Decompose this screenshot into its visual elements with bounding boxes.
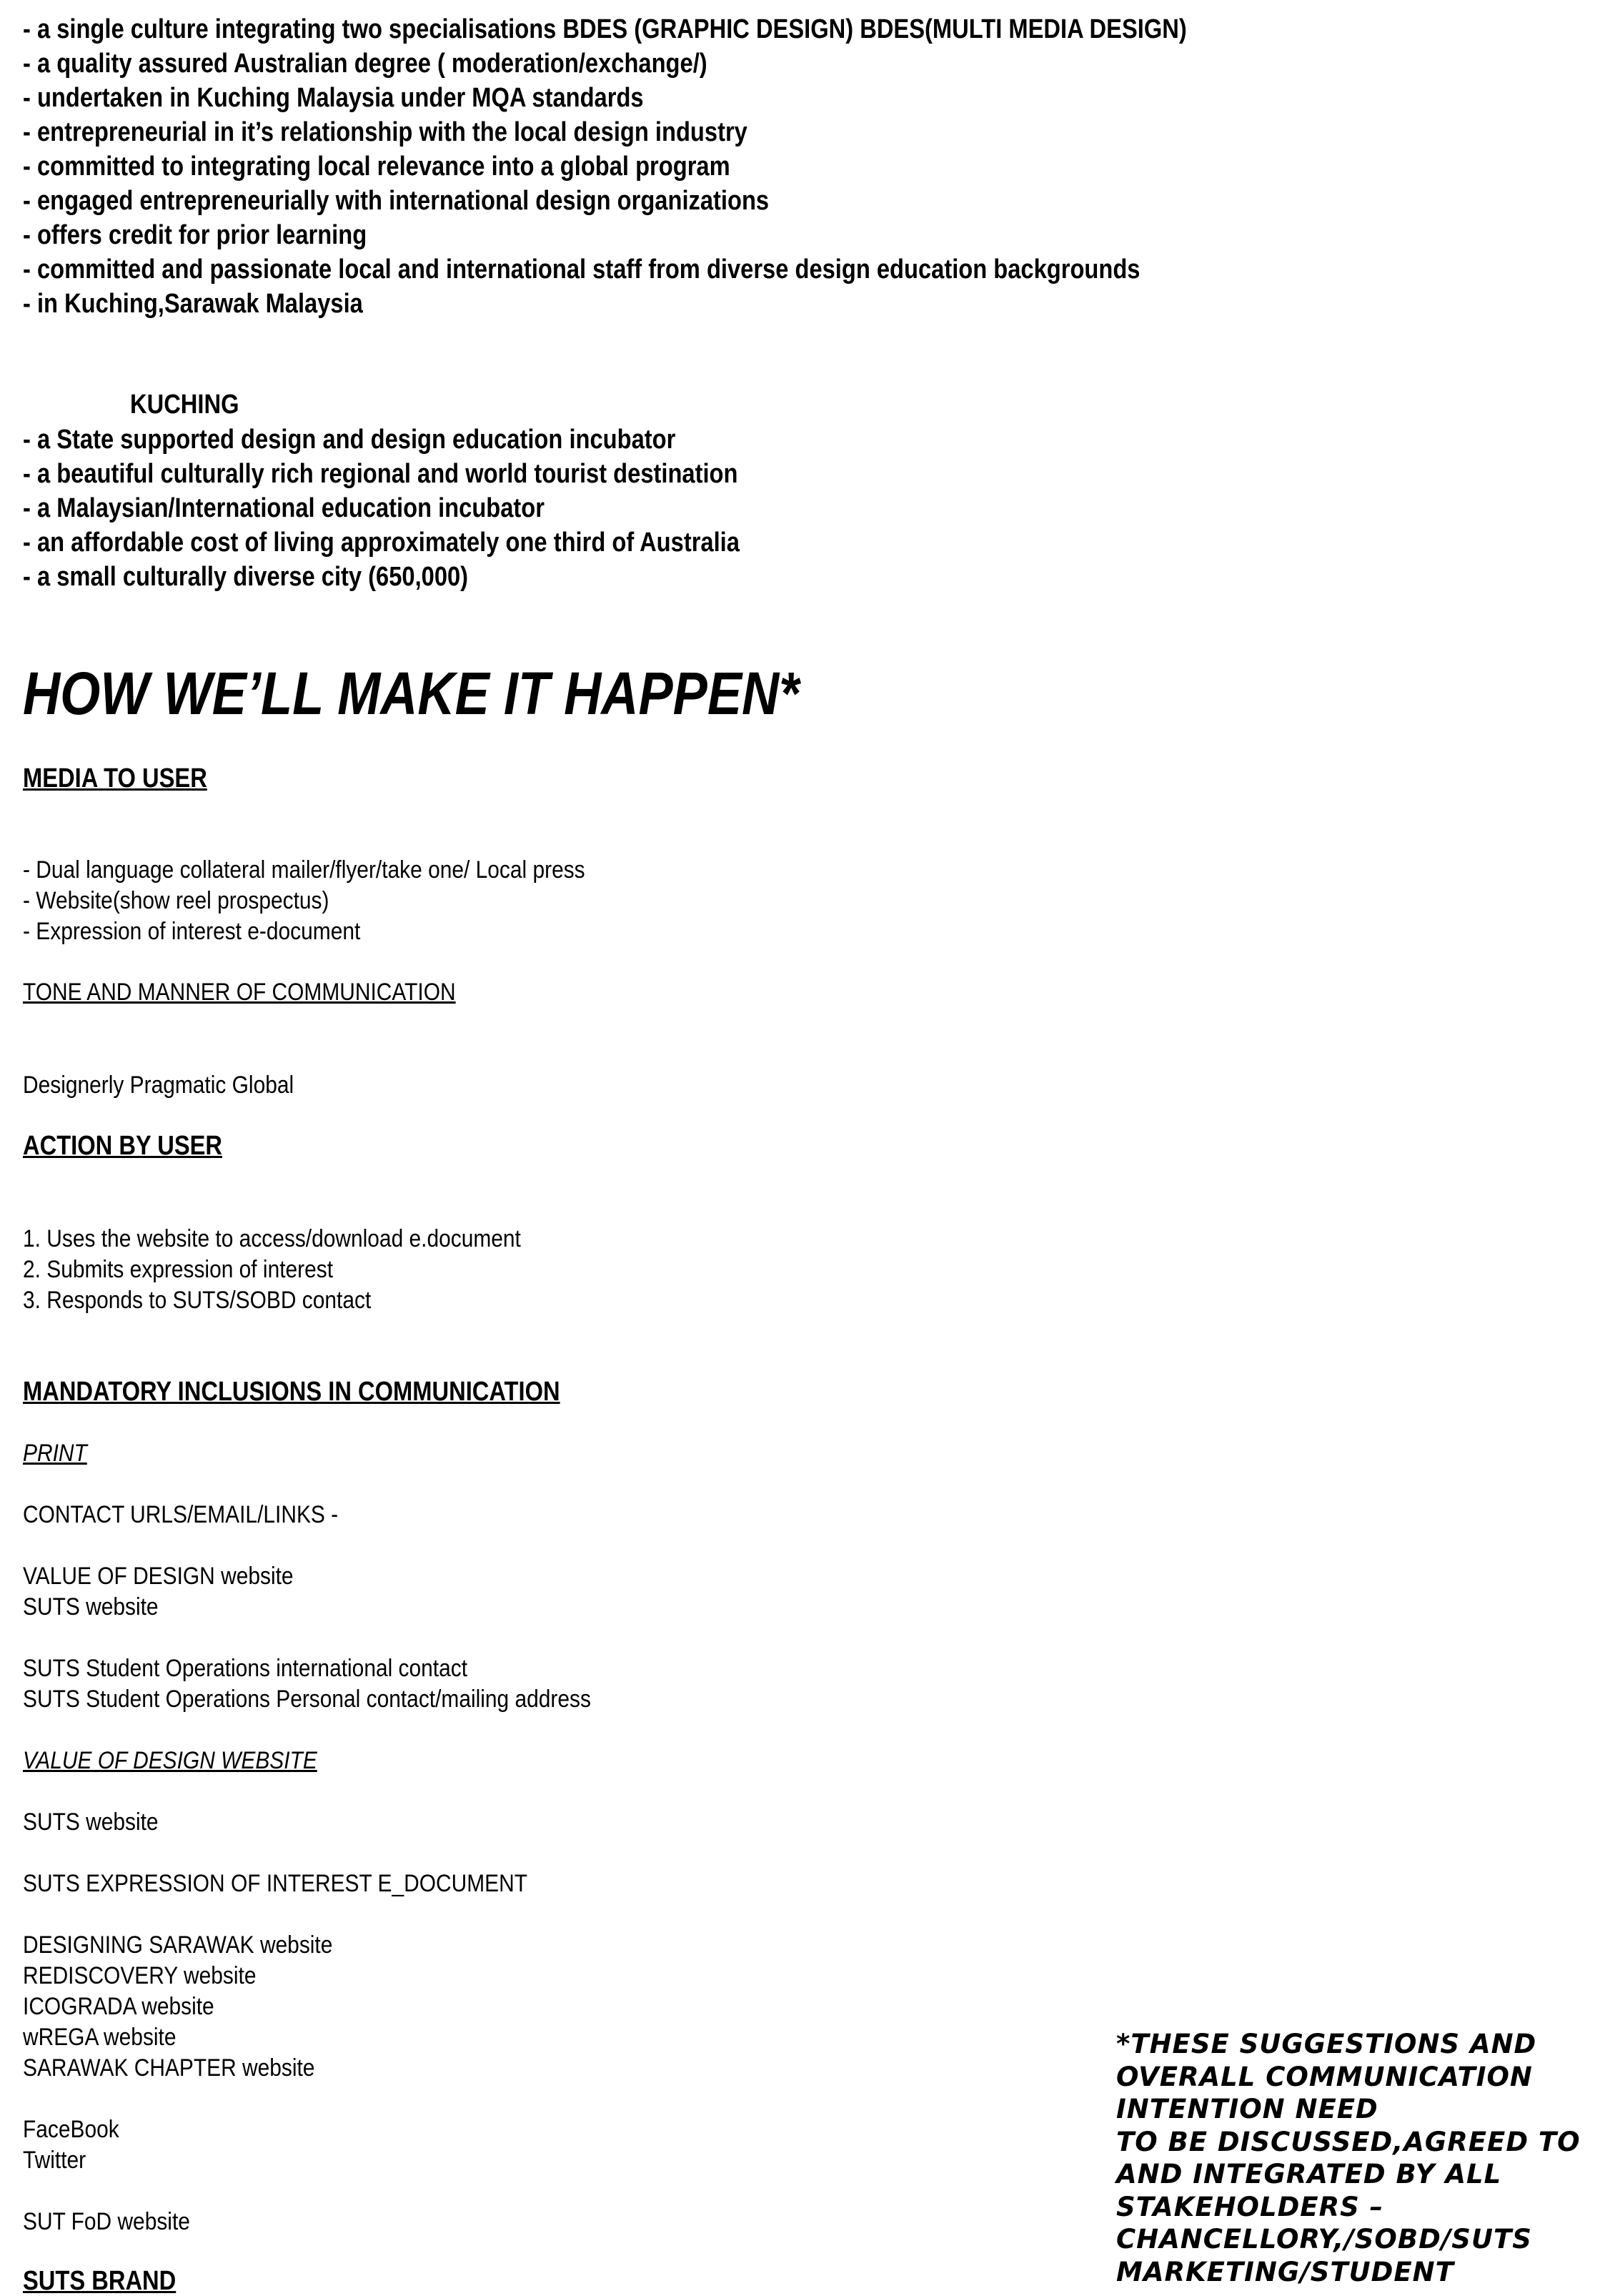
link-item: SARAWAK CHAPTER website	[23, 2054, 315, 2082]
intro-bullet: - in Kuching,Sarawak Malaysia	[23, 289, 363, 319]
kuching-bullet: - an affordable cost of living approximately one third of Australia	[23, 528, 740, 558]
link-item: wREGA website	[23, 2024, 177, 2051]
side-note-line: OVERALL COMMUNICATION	[1116, 2061, 1533, 2092]
tone-text: Designerly Pragmatic Global	[23, 1072, 294, 1099]
intro-bullet: - offers credit for prior learning	[23, 220, 367, 250]
side-note-line: TO BE DISCUSSED,AGREED TO	[1116, 2126, 1581, 2157]
media-to-user-heading: MEDIA TO USER	[23, 763, 207, 793]
intro-bullet: - committed and passionate local and international staff from diverse design education backgrounds	[23, 254, 1141, 284]
action-item: 1. Uses the website to access/download e.document	[23, 1225, 521, 1252]
contact-label: CONTACT URLS/EMAIL/LINKS -	[23, 1501, 339, 1528]
social-item: FaceBook	[23, 2116, 119, 2143]
suts-brand: SUTS BRAND	[23, 2266, 177, 2296]
intro-bullet: - entrepreneurial in it’s relationship with the local design industry	[23, 117, 747, 147]
link-item: REDISCOVERY website	[23, 1962, 257, 1989]
media-item: - Expression of interest e-document	[23, 918, 361, 945]
side-note-line: *THESE SUGGESTIONS AND	[1116, 2029, 1537, 2059]
side-note-line: CHANCELLORY,/SOBD/SUTS	[1116, 2224, 1532, 2255]
side-note-line: STAKEHOLDERS –	[1116, 2191, 1384, 2222]
tone-heading: TONE AND MANNER OF COMMUNICATION	[23, 979, 456, 1006]
side-note-line: INTENTION NEED	[1116, 2094, 1378, 2124]
kuching-bullet: - a beautiful culturally rich regional and world tourist destination	[23, 459, 738, 489]
contact-item: VALUE OF DESIGN website	[23, 1563, 294, 1590]
intro-bullet: - engaged entrepreneurially with international design organizations	[23, 186, 770, 216]
kuching-bullet: - a small culturally diverse city (650,000)	[23, 562, 469, 592]
kuching-bullet: - a State supported design and design education incubator	[23, 425, 676, 455]
contact-item: SUTS website	[23, 1593, 159, 1620]
media-item: - Website(show reel prospectus)	[23, 887, 329, 914]
contact-item: SUTS Student Operations Personal contact/mailing address	[23, 1686, 591, 1713]
action-item: 3. Responds to SUTS/SOBD contact	[23, 1287, 372, 1314]
main-heading: HOW WE’LL MAKE IT HAPPEN*	[23, 660, 800, 727]
print-label: PRINT	[23, 1440, 87, 1467]
mandatory-heading: MANDATORY INCLUSIONS IN COMMUNICATION	[23, 1377, 560, 1407]
action-item: 2. Submits expression of interest	[23, 1256, 334, 1283]
kuching-bullet: - a Malaysian/International education incubator	[23, 493, 545, 523]
eoi-document: SUTS EXPRESSION OF INTEREST E_DOCUMENT	[23, 1870, 528, 1897]
contact-item: SUTS Student Operations international contact	[23, 1655, 468, 1682]
vod-website-label: VALUE OF DESIGN WEBSITE	[23, 1747, 317, 1774]
action-by-user-heading: ACTION BY USER	[23, 1131, 223, 1161]
side-note	[1116, 2028, 1602, 2288]
side-note-line: AND INTEGRATED BY ALL	[1116, 2159, 1502, 2189]
intro-bullet: - committed to integrating local relevance into a global program	[23, 152, 730, 182]
media-item: - Dual language collateral mailer/flyer/take one/ Local press	[23, 856, 585, 884]
social-item: Twitter	[23, 2147, 86, 2174]
suts-website: SUTS website	[23, 1808, 159, 1836]
kuching-title: KUCHING	[130, 390, 239, 420]
link-item: DESIGNING SARAWAK website	[23, 1931, 333, 1959]
intro-bullet: - undertaken in Kuching Malaysia under MQA standards	[23, 83, 644, 113]
intro-bullet: - a single culture integrating two specialisations BDES (GRAPHIC DESIGN) BDES(MULTI MEDIA DESIGN)	[23, 14, 1187, 44]
link-item: ICOGRADA website	[23, 1993, 214, 2020]
side-note-line: MARKETING/STUDENT	[1116, 2256, 1454, 2287]
intro-bullet: - a quality assured Australian degree ( moderation/exchange/)	[23, 49, 707, 79]
fod-website: SUT FoD website	[23, 2208, 190, 2235]
